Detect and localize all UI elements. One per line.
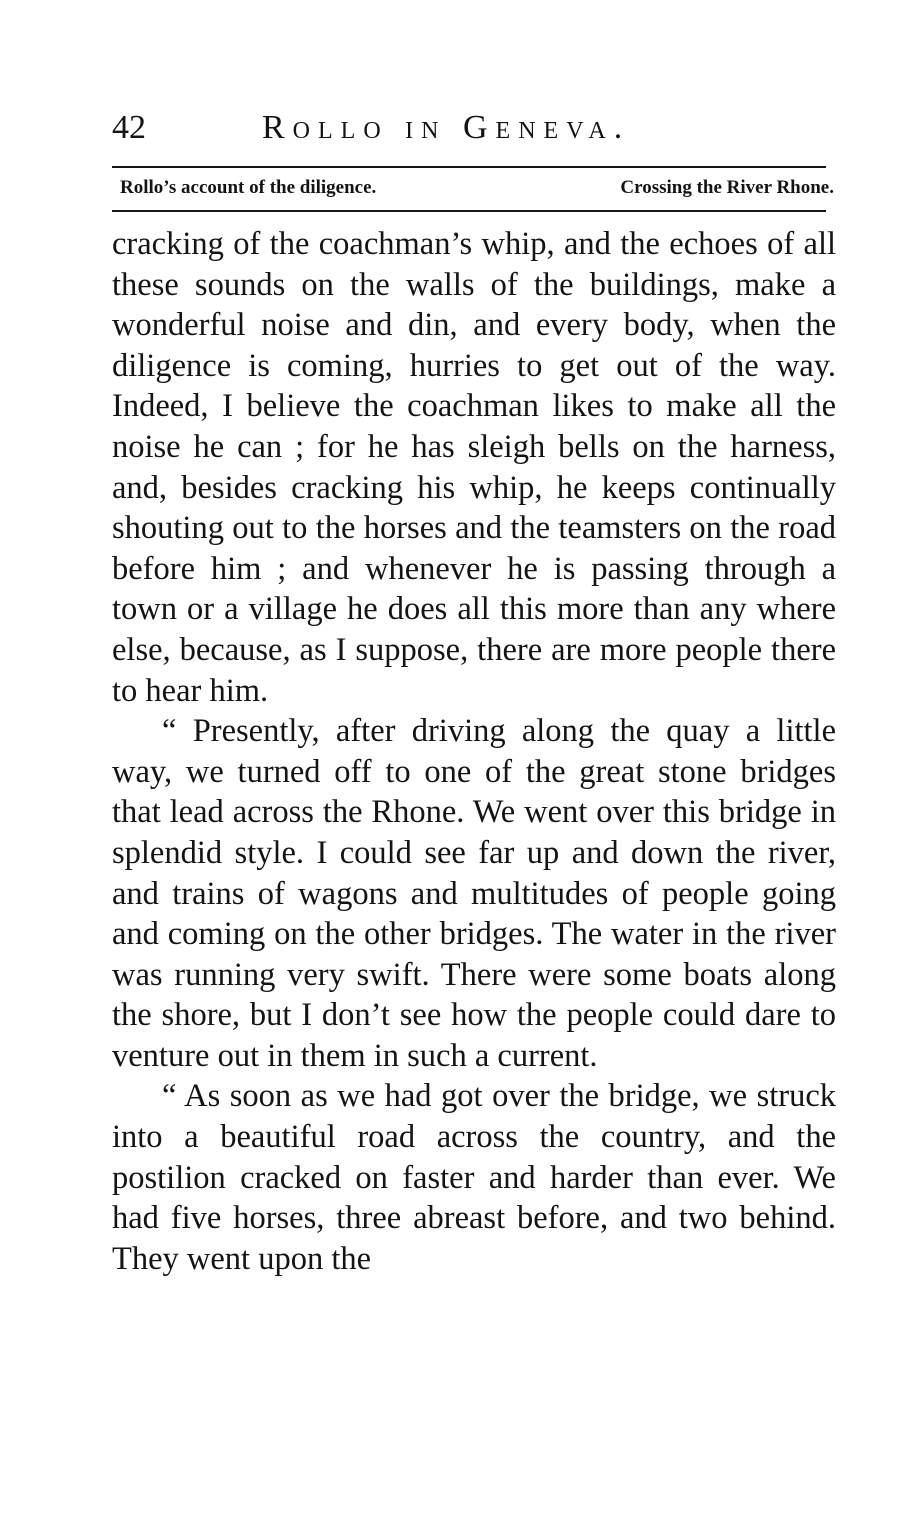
paragraph-bridge: “ Presently, after driving along the quay a little way, we turned off to one of the great stone bridges that lead across the Rhone. We went over this bridge in splendid style. I could see far up and down the river, and trains of wagons and multitudes of people going and coming on the other bridges. The water in the river was running very swift. There were some boats along the shore, but I don’t see how the people could dare to venture out in them in such a current. — [112, 713, 836, 1074]
subheading-left: Rollo’s account of the diligence. — [120, 177, 377, 198]
paragraph-continued: cracking of the coachman’s whip, and the echoes of all these sounds on the walls of the buildings, make a wonderful noise and din, and every body, when the diligence is coming, hurries to get out of the way. Indeed, I believe the coachman likes to make all the noise he can ; for he has sleigh bells on the harness, and, besides cracking his whip, he keeps continually shouting out to the horses and the teamsters on the road before him ; and whenever he is passing through a town or a village he does all this more than any where else, because, as I suppose, there are more people there to hear him. — [112, 226, 836, 709]
running-title: Rollo in Geneva. — [262, 109, 631, 146]
subheading-right: Crossing the River Rhone. — [620, 177, 834, 198]
paragraph-road: “ As soon as we had got over the bridge, we struck into a beautiful road across the country, and the postilion cracked on faster and harder than ever. We had five horses, three abreast before, and two behind. They went upon the — [112, 1078, 836, 1277]
page-number: 42 — [112, 109, 146, 146]
header-rule-top — [112, 166, 826, 168]
header-rule-bottom — [112, 210, 826, 212]
body-text — [112, 224, 836, 1279]
